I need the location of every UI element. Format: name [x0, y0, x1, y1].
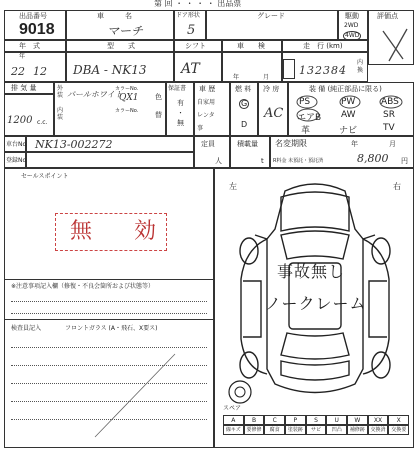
equip-sr: SR [383, 110, 395, 120]
mileage-flag-box [283, 59, 295, 79]
warranty-no: 無 [177, 119, 184, 127]
history-label: 車 歴 [199, 85, 216, 93]
year-header [4, 40, 66, 52]
drive-4wd: 4WD [345, 32, 360, 39]
rating-box [368, 10, 414, 65]
rating-cross-mark [369, 11, 415, 66]
grade-label: グレード [257, 12, 285, 20]
warranty-cell [166, 82, 194, 136]
spare-label: スペア [223, 405, 242, 412]
equip-leather: 革 [301, 126, 311, 136]
model-header [66, 40, 174, 52]
equipment-circles [289, 83, 415, 137]
diagram-left-label: 左 [229, 182, 237, 191]
equipment-cell [288, 82, 414, 136]
ac-value: AC [264, 106, 284, 121]
no-accident-stamp: 事故無し [277, 262, 346, 281]
cc-value: 1200 [7, 115, 33, 126]
name-change-label: 名変期限 [275, 139, 307, 148]
invalid-stamp-text: 無 効 [70, 219, 167, 244]
color-label: 色 [155, 93, 162, 101]
history-rental: レンタ [197, 112, 215, 119]
history-private: 自家用 [197, 99, 216, 106]
legend-meaning: 要修修 [244, 425, 265, 435]
registered-value-box [26, 152, 194, 168]
legend-meaning: 凹凸 [326, 425, 347, 435]
car-name-label: 車 名 [97, 12, 132, 20]
fuel-gasoline: G [241, 99, 248, 108]
name-change-month: 月 [389, 140, 396, 148]
lot-label: 出品番号 [19, 12, 47, 20]
drive-box [338, 10, 368, 40]
load-label: 積載量 [237, 140, 258, 148]
car-diagram-panel [214, 168, 414, 448]
legend-meaning: 補修跡 [347, 425, 368, 435]
year-label: 年 式 [19, 42, 40, 50]
legend-code: C [264, 415, 285, 425]
color-code: QX1 [119, 93, 139, 103]
car-name-value: マーチ [107, 24, 144, 38]
fuel-diesel: D [241, 120, 248, 129]
damage-legend [223, 415, 409, 441]
chassis-label: 車台No [6, 141, 27, 148]
ac-cell [258, 82, 288, 136]
auction-sheet [4, 0, 414, 448]
shift-label: シフト [185, 42, 206, 50]
cc-unit: c.c. [37, 119, 48, 126]
legend-meaning: 交換済 [368, 425, 389, 435]
name-change-cell [270, 136, 414, 168]
shift-header [174, 40, 222, 52]
equip-navi: ナビ [339, 126, 358, 136]
chassis-label-box [4, 136, 26, 152]
recycle-value: 8,800 [357, 152, 389, 165]
mileage-cell [282, 52, 368, 82]
no-claim-stamp: ノークレーム [265, 294, 367, 313]
chassis-value: NK13-002272 [35, 138, 113, 151]
capacity-label: 定員 [201, 140, 215, 148]
legend-meaning: 線キズ [223, 425, 244, 435]
model-value: DBA - NK13 [73, 63, 147, 77]
mileage-header [282, 40, 368, 52]
equip-tv: TV [383, 123, 395, 133]
capacity-cell [194, 136, 230, 168]
doors-box [174, 10, 206, 40]
spare-tire-icon [225, 377, 255, 407]
mileage-value: 132384 [299, 64, 347, 77]
legend-code: X [388, 415, 409, 425]
windshield-label: フロントガラス (A・飛石、X要ス) [65, 325, 158, 332]
exterior-label: 外装 [57, 85, 64, 99]
legend-code: XX [368, 415, 389, 425]
recycle-unit: 円 [401, 157, 408, 165]
warranty-dot: ・ [177, 109, 184, 117]
month-value: 12 [33, 65, 47, 78]
model-cell [66, 52, 174, 82]
inspection-cell [222, 52, 282, 82]
color-no-label: カラーNo. [115, 86, 139, 92]
legend-meaning: サビ [306, 425, 327, 435]
name-change-year: 年 [351, 140, 358, 148]
odometer-note: 内 換 [357, 59, 364, 74]
model-label: 型 式 [107, 42, 135, 50]
doors-value: 5 [187, 23, 196, 38]
interior-label: 内装 [57, 107, 64, 121]
history-business: 事 [197, 125, 204, 132]
insp-year: 年 [233, 74, 240, 81]
legend-code: W [347, 415, 368, 425]
sheet-title: 第 回 ・ ・ ・ ・ 出品票 [154, 0, 242, 8]
cancel-diagonal-line [5, 169, 213, 449]
shift-cell [174, 52, 222, 82]
year-sub: 年 [19, 53, 26, 60]
drive-2wd: 2WD [344, 22, 359, 29]
diagram-right-label: 右 [393, 182, 401, 191]
warranty-yes: 有 [177, 99, 184, 107]
equip-ps: PS [299, 97, 311, 107]
sales-point-label: セールスポイント [21, 173, 69, 180]
capacity-unit: 人 [215, 157, 222, 165]
lot-number: 9018 [19, 21, 55, 38]
chassis-value-box [26, 136, 194, 152]
legend-meaning: 交換要 [388, 425, 409, 435]
notes-label: ※注意事項記入欄（修復・不良会箇所および状態等） [11, 283, 155, 290]
change-label: 替 [155, 111, 162, 119]
fuel-label: 燃 料 [235, 85, 252, 93]
legend-code: A [223, 415, 244, 425]
inspection-label: 車 検 [237, 42, 265, 50]
grade-box [206, 10, 338, 40]
registered-label: 登録No [6, 157, 27, 164]
warranty-label: 保証書 [168, 85, 187, 92]
doors-label: ドア形状 [176, 12, 200, 19]
lower-left-panel [4, 168, 214, 448]
ac-label: 冷 房 [263, 85, 280, 93]
displacement-label: 排 気 量 [11, 84, 37, 92]
inspection-header [222, 40, 282, 52]
registered-label-box [4, 152, 26, 168]
equip-pw: PW [341, 97, 356, 107]
mileage-label: 走 行 (km) [303, 42, 343, 50]
rating-label: 評価点 [377, 12, 398, 20]
fuel-cell [230, 82, 258, 136]
load-unit: t [261, 157, 264, 165]
car-name-box [66, 10, 174, 40]
year-value: 22 [11, 65, 25, 78]
insp-month: 月 [263, 74, 270, 81]
history-cell [194, 82, 230, 136]
legend-code: P [285, 415, 306, 425]
drive-label: 駆動 [345, 12, 359, 20]
legend-code: B [244, 415, 265, 425]
load-cell [230, 136, 270, 168]
recycle-label: R料金 未預託・預託済 [273, 158, 324, 164]
equip-aw: AW [341, 110, 356, 120]
year-cell [4, 52, 66, 82]
displacement-cell [4, 94, 54, 136]
displacement-header [4, 82, 54, 94]
shift-value: AT [181, 61, 200, 77]
equip-airbag: エアB [297, 113, 322, 123]
legend-code: S [306, 415, 327, 425]
lot-box [4, 10, 66, 40]
equip-abs: ABS [381, 97, 399, 107]
legend-meaning: 塗装跡 [285, 425, 306, 435]
color-block [54, 82, 166, 136]
legend-code: U [326, 415, 347, 425]
color-no-label-2: カラーNo. [115, 108, 139, 114]
equipment-label: 装 備 (純正部品に限る) [309, 85, 382, 93]
inspector-label: 検査員記入 [11, 325, 42, 332]
legend-meaning: 腐食 [264, 425, 285, 435]
color-value: パールホワイト [67, 90, 123, 99]
